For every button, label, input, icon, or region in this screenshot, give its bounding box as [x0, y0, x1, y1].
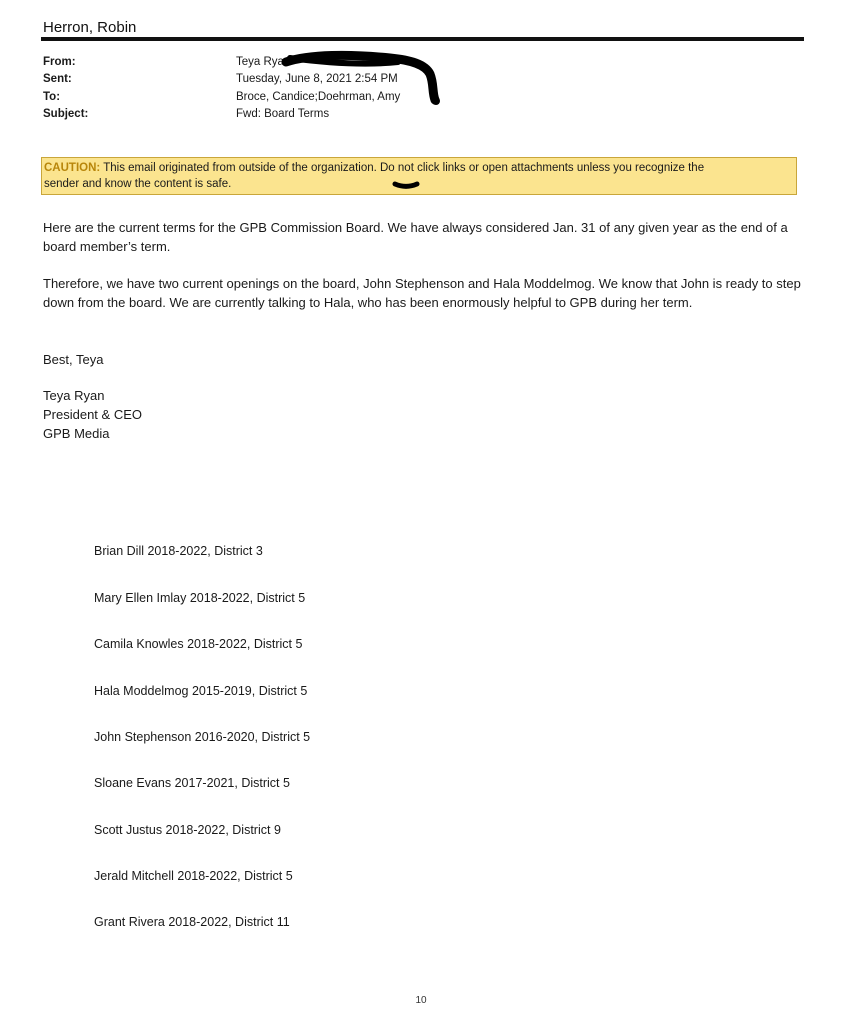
sent-value: Tuesday, June 8, 2021 2:54 PM: [236, 73, 398, 85]
board-member: Sloane Evans 2017-2021, District 5: [94, 776, 290, 790]
from-label: From:: [43, 56, 76, 68]
caution-text-line1: This email originated from outside of the organization. Do not click links or open attachments unless you recognize the: [103, 162, 705, 174]
caution-banner: [41, 157, 797, 195]
closing: Best, Teya: [43, 352, 104, 367]
board-member: Scott Justus 2018-2022, District 9: [94, 823, 281, 837]
mailbox-owner: Herron, Robin: [43, 19, 137, 36]
board-member: Grant Rivera 2018-2022, District 11: [94, 915, 290, 929]
body-paragraph-1: Here are the current terms for the GPB Commission Board. We have always considered Jan. 31 of any given year as the end of a board member’s term.: [43, 220, 788, 254]
board-member: Camila Knowles 2018-2022, District 5: [94, 637, 303, 651]
board-member: John Stephenson 2016-2020, District 5: [94, 730, 311, 744]
to-value: Broce, Candice;Doehrman, Amy: [236, 91, 401, 103]
from-value: Teya Ryan: [236, 56, 291, 68]
signature-name: Teya Ryan: [43, 388, 105, 403]
page-number: 10: [415, 995, 427, 1006]
board-member: Brian Dill 2018-2022, District 3: [94, 544, 263, 558]
caution-text-line2: sender and know the content is safe.: [44, 178, 232, 190]
header-divider: [41, 37, 804, 41]
to-label: To:: [43, 91, 61, 103]
subject-value: Fwd: Board Terms: [236, 108, 330, 120]
board-member: Mary Ellen Imlay 2018-2022, District 5: [94, 591, 306, 605]
body-paragraph-2: Therefore, we have two current openings on the board, John Stephenson and Hala Moddelmog. We know that John is ready to step down from the board. We are currently talking to Hala, who has been enormously helpful to GPB during her term.: [43, 276, 801, 310]
board-member: Hala Moddelmog 2015-2019, District 5: [94, 684, 308, 698]
board-member: Jerald Mitchell 2018-2022, District 5: [94, 869, 293, 883]
signature-title: President & CEO: [43, 407, 142, 422]
signature-block: [43, 386, 142, 443]
signature-org: GPB Media: [43, 426, 110, 441]
sent-label: Sent:: [43, 73, 72, 85]
caution-label: CAUTION:: [44, 162, 101, 174]
subject-label: Subject:: [43, 108, 89, 120]
